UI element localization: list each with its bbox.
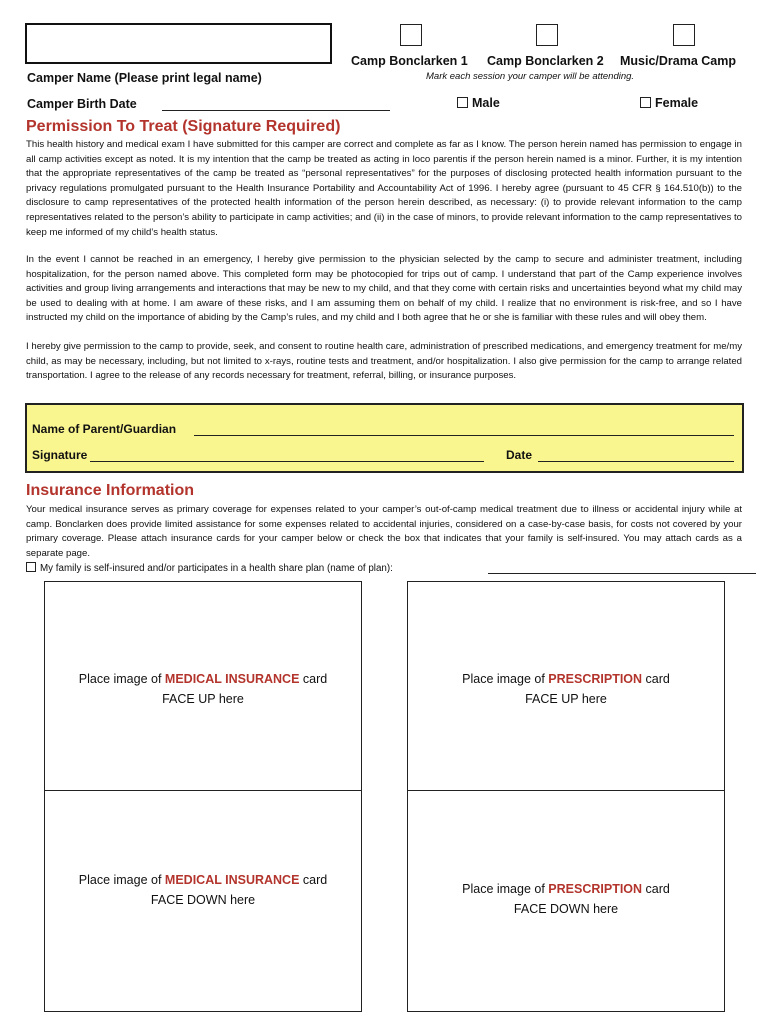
male-label: Male [472, 96, 500, 110]
permission-paragraph-1: This health history and medical exam I have submitted for this camper are correct and complete as far as I know. The person herein named has permission to engage in all camp activities except as noted. It is my intention that the camp be treated as acting in loco parentis if the person herein named is a minor. Further, it is my intention that the appropriate representatives of the camp be treated as “personal representatives” for the purposes of disclosing protected health information pursuant to the privacy regulations promulgated pursuant to the Health Insurance Portability and Accountability Act of 1996. I hereby agree (pursuant to 45 CFR § 164.510(b)) to the disclosure to camp representatives of the protected health information of the person herein described, as necessary: (i) to provide relevant information to the camp representatives related to the person’s ability to participate in camp activities; and (ii) in the case of minors, to provide relevant information to the camp representatives to keep me informed of my child’s health status. [26, 139, 742, 238]
card-orientation: FACE DOWN here [513, 902, 619, 916]
permission-title: Permission To Treat (Signature Required) [26, 118, 341, 135]
medical-insurance-back-dropzone[interactable] [44, 790, 362, 1012]
session-checkbox-bonclarken-1[interactable] [400, 24, 422, 46]
female-checkbox[interactable] [640, 97, 651, 108]
birth-date-label: Camper Birth Date [27, 97, 137, 111]
self-insured-checkbox[interactable] [26, 562, 36, 572]
signature-field[interactable] [90, 461, 484, 462]
card-suffix: card [645, 882, 670, 896]
parent-name-label: Name of Parent/Guardian [32, 422, 177, 436]
birth-date-field[interactable] [162, 110, 390, 111]
date-field[interactable] [538, 461, 734, 462]
session-note: Mark each session your camper will be attending. [426, 71, 635, 82]
signature-block [25, 403, 744, 473]
card-prefix: Place image of [78, 672, 162, 686]
signature-label: Signature [32, 448, 88, 462]
permission-paragraph-3: I hereby give permission to the camp to provide, seek, and consent to routine health care, administration of prescribed medications, and emergency treatment for me/my child, as may be necessary, including, but not limited to x-rays, routine tests and treatment, and/or hospitalization. I also give permission for the camp to arrange related transportation. I agree to the release of any records necessary for treatment, referral, billing, or insurance purposes. [26, 341, 742, 382]
insurance-paragraph: Your medical insurance serves as primary coverage for expenses related to your camper’s out-of-camp medical treatment due to illness or accidental injury while at camp. Bonclarken does provide limited assistance for some expenses related to accidental injuries, considered on a case-by-case basis, for costs not covered by your primary coverage. Please attach insurance cards for your camper below or check the box that indicates that your family is self-insured. You may attach cards as a separate page. [26, 504, 742, 559]
card-instructions [45, 669, 361, 709]
card-instructions [408, 669, 724, 709]
card-highlight: MEDICAL INSURANCE [164, 873, 300, 887]
card-suffix: card [645, 672, 670, 686]
male-checkbox[interactable] [457, 97, 468, 108]
card-suffix: card [302, 672, 328, 686]
card-suffix: card [302, 873, 328, 887]
permission-paragraph-2: In the event I cannot be reached in an emergency, I hereby give permission to the physician selected by the camp to secure and administer treatment, including hospitalization, for the person named above. This completed form may be photocopied for trips out of camp. I understand that part of the Camp experience involves activities and group living arrangements and interactions that may be new to my child, and that they come with certain risks and uncertainties beyond what my child may be used to dealing with at home. I am aware of these risks, and I am assuming them on behalf of my child. I realize that no environment is risk-free, and so I have instructed my child on the importance of abiding by the Camp’s rules, and my child and I both agree that he or she is familiar with these rules and will obey them. [26, 254, 742, 324]
gender-option-female[interactable] [640, 96, 698, 110]
date-label: Date [506, 448, 533, 462]
camper-name-label: Camper Name (Please print legal name) [27, 71, 262, 85]
session-label-music-drama: Music/Drama Camp [620, 54, 737, 68]
card-prefix: Place image of [462, 882, 545, 896]
card-orientation: FACE UP here [525, 692, 607, 706]
card-instructions [45, 870, 361, 910]
card-prefix: Place image of [462, 672, 545, 686]
card-highlight: PRESCRIPTION [548, 882, 643, 896]
prescription-front-dropzone[interactable] [407, 581, 725, 793]
card-highlight: MEDICAL INSURANCE [164, 672, 300, 686]
session-checkbox-bonclarken-2[interactable] [536, 24, 558, 46]
self-insured-option[interactable] [26, 562, 393, 574]
card-prefix: Place image of [78, 873, 162, 887]
session-checkbox-music-drama[interactable] [673, 24, 695, 46]
card-highlight: PRESCRIPTION [548, 672, 643, 686]
health-plan-name-field[interactable] [488, 573, 756, 574]
self-insured-label: My family is self-insured and/or participates in a health share plan (name of plan): [40, 563, 393, 574]
card-orientation: FACE DOWN here [150, 893, 256, 907]
session-label-bonclarken-2: Camp Bonclarken 2 [487, 54, 604, 68]
insurance-title: Insurance Information [26, 482, 195, 499]
prescription-back-dropzone[interactable] [407, 790, 725, 1012]
card-orientation: FACE UP here [162, 692, 244, 706]
parent-name-field[interactable] [194, 435, 734, 436]
card-instructions [408, 879, 724, 919]
medical-insurance-front-dropzone[interactable] [44, 581, 362, 793]
session-label-bonclarken-1: Camp Bonclarken 1 [351, 54, 468, 68]
gender-option-male[interactable] [457, 96, 500, 110]
camper-name-input[interactable] [25, 23, 332, 64]
female-label: Female [655, 96, 699, 110]
